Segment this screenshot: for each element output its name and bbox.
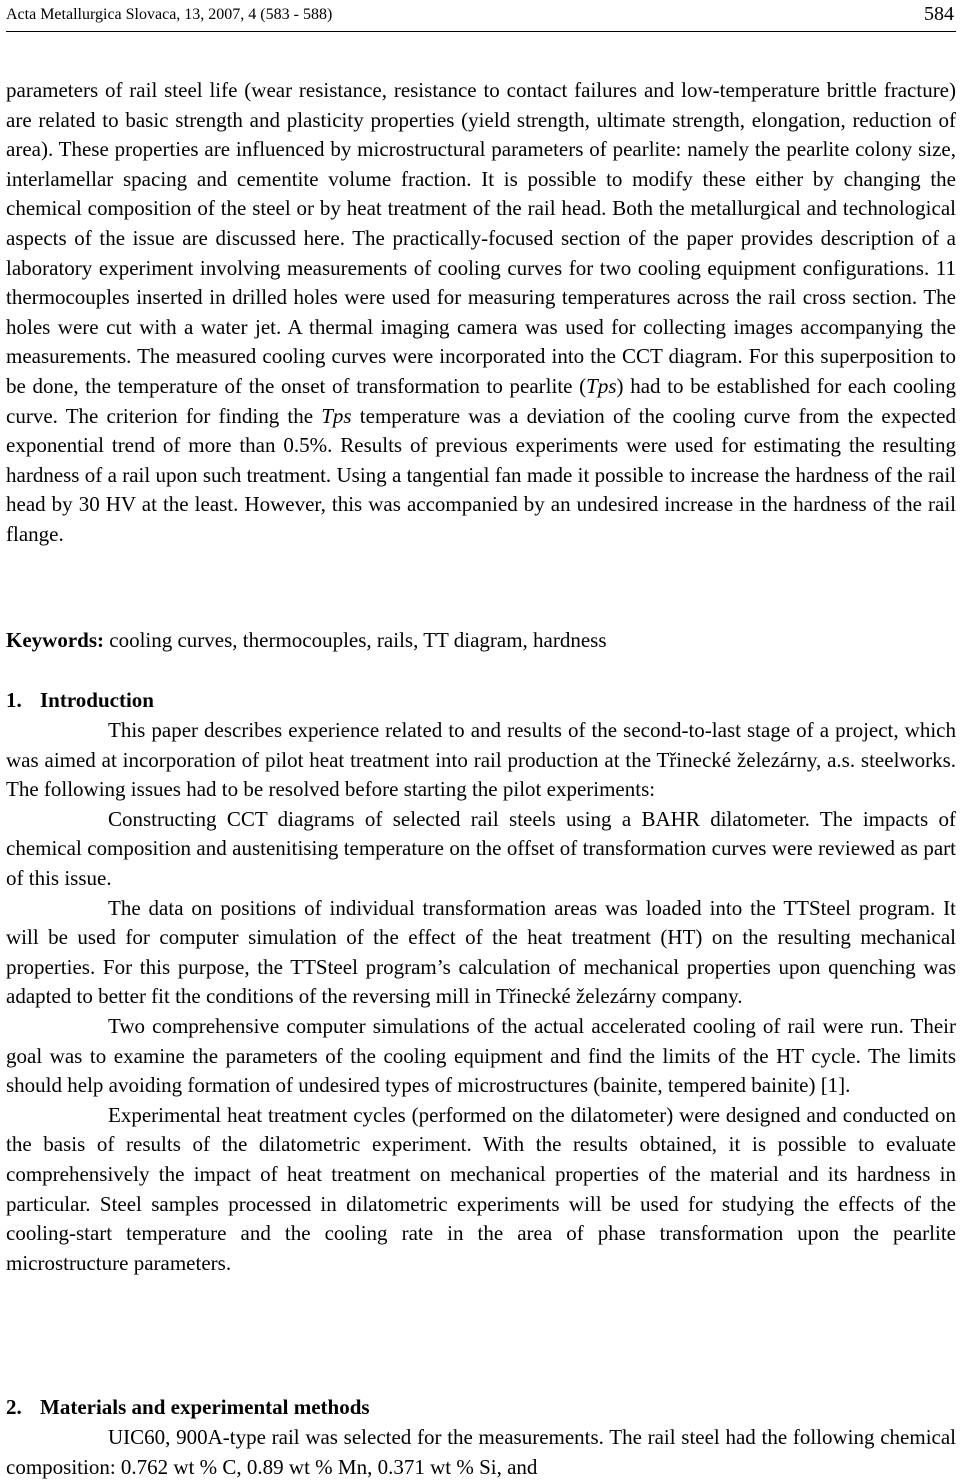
section-2-number: 2. [6, 1395, 22, 1419]
intro-paragraph: This paper describes experience related to and results of the second-to-last stage of a project, which was aimed at incorporation of pilot heat treatment into rail production at the Třinecké železárny, a.s. steelworks. The following issues had to be resolved before starting the pilot experiments: [6, 718, 956, 802]
keywords-label: Keywords: [6, 628, 104, 652]
intro-paragraph: Constructing CCT diagrams of selected rail steels using a BAHR dilatometer. The impacts of chemical composition and austenitising temperature on the offset of transformation curves were reviewed as part of this issue. [6, 806, 956, 890]
keywords-line [6, 626, 956, 656]
section-1-heading [6, 686, 154, 716]
journal-citation: Acta Metallurgica Slovaca, 13, 2007, 4 (583 - 588) [6, 6, 333, 23]
methods-paragraph: UIC60, 900A-type rail was selected for the measurements. The rail steel had the following chemical composition: 0.762 wt % C, 0.89 wt % Mn, 0.371 wt % Si, and [6, 1425, 956, 1479]
section-1-title: Introduction [40, 688, 154, 712]
section-1-body [6, 716, 956, 1278]
page-number: 584 [924, 3, 954, 25]
tps-term: Tps [321, 403, 352, 428]
page-header [6, 0, 956, 32]
keywords-text: cooling curves, thermocouples, rails, TT diagram, hardness [104, 628, 607, 652]
abstract-text-2: ) had to be established for each cooling curve. The criterion for finding the [6, 373, 956, 428]
abstract-text-3: temperature was a deviation of the cooling curve from the expected exponential trend of more than 0.5%. Results of previous experiments were used for estimating the resulting hardness of a rail upon such treatment. Using a tangential fan made it possible to increase the hardness of the rail head by 30 HV at the least. However, this was accompanied by an undesired increase in the hardness of the rail flange. [6, 403, 956, 546]
section-2-heading [6, 1393, 370, 1423]
abstract-text-1: parameters of rail steel life (wear resistance, resistance to contact failures and low-temperature brittle fracture) are related to basic strength and plasticity properties (yield strength, ultimate strength, elongation, reduction of area). These properties are influenced by microstructural parameters of pearlite: namely the pearlite colony size, interlamellar spacing and cementite volume fraction. It is possible to modify these either by changing the chemical composition of the steel or by heat treatment of the rail head. Both the metallurgical and technological aspects of the issue are discussed here. The practically-focused section of the paper provides description of a laboratory experiment involving measurements of cooling curves for two cooling equipment configurations. 11 thermocouples inserted in drilled holes were used for measuring temperatures across the rail cross section. The holes were cut with a water jet. A thermal imaging camera was used for collecting images accompanying the measurements. The measured cooling curves were incorporated into the CCT diagram. For this superposition to be done, the temperature of the onset of transformation to pearlite ( [6, 78, 956, 398]
section-2-title: Materials and experimental methods [40, 1395, 370, 1419]
intro-paragraph: Experimental heat treatment cycles (performed on the dilatometer) were designed and conducted on the basis of results of the dilatometric experiment. With the results obtained, it is possible to evaluate comprehensively the impact of heat treatment on mechanical properties of the material and its hardness in particular. Steel samples processed in dilatometric experiments will be used for studying the effects of the cooling-start temperature and the cooling rate in the area of phase transformation upon the pearlite microstructure parameters. [6, 1102, 956, 1275]
abstract-paragraph [6, 76, 956, 550]
tps-term: Tps [586, 373, 617, 398]
section-2-body [6, 1423, 956, 1482]
intro-paragraph: The data on positions of individual transformation areas was loaded into the TTSteel program. It will be used for computer simulation of the effect of the heat treatment (HT) on the resulting mechanical properties. For this purpose, the TTSteel program’s calculation of mechanical properties upon quenching was adapted to better fit the conditions of the reversing mill in Třinecké železárny company. [6, 895, 956, 1009]
intro-paragraph: Two comprehensive computer simulations of the actual accelerated cooling of rail were run. Their goal was to examine the parameters of the cooling equipment and find the limits of the HT cycle. The limits should help avoiding formation of undesired types of microstructures (bainite, tempered bainite) [1]. [6, 1013, 956, 1098]
section-1-number: 1. [6, 688, 22, 712]
